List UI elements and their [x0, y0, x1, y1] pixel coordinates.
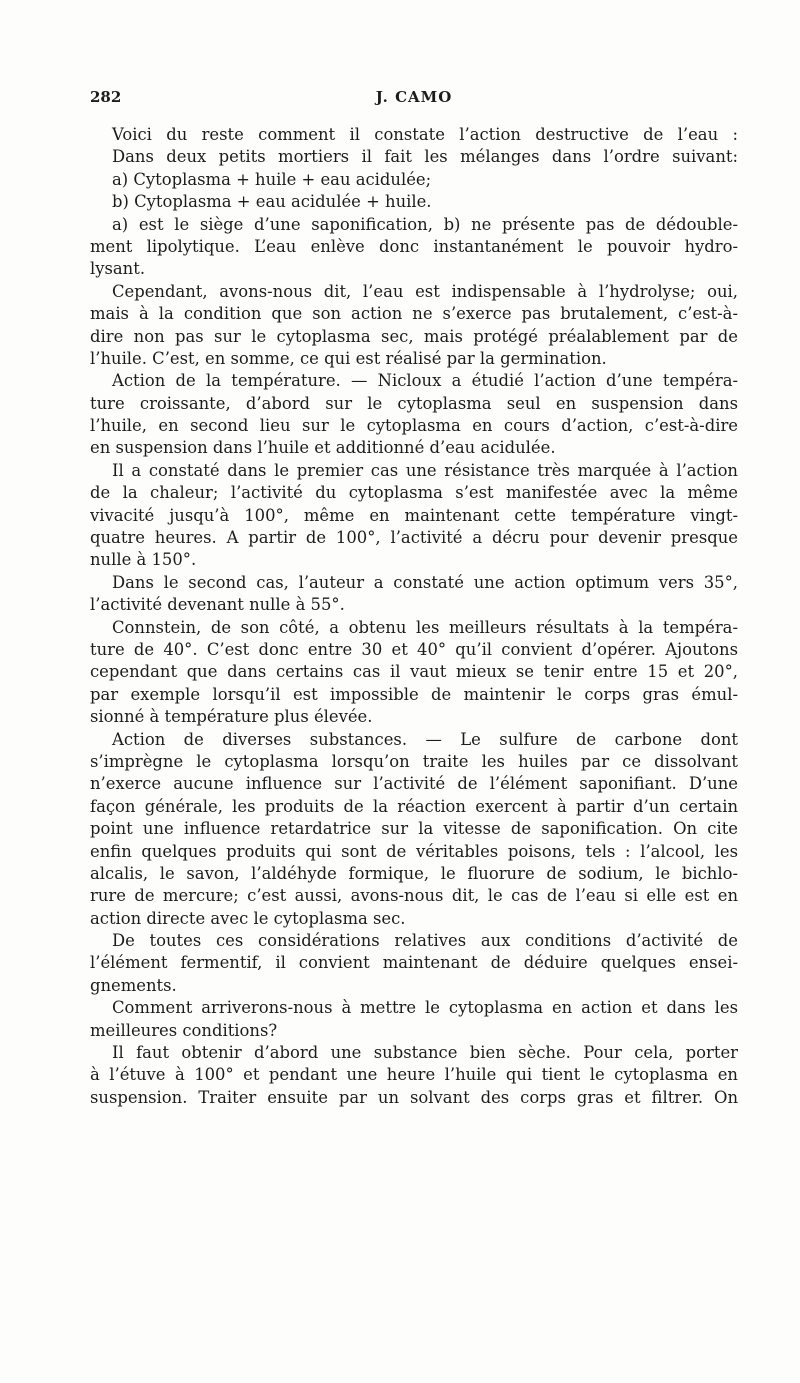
text-line: ture de 40°. C’est donc entre 30 et 40° qu’il convient d’opérer. Ajoutons: [90, 639, 738, 659]
text-line: s’imprègne le cytoplasma lorsqu’on traite les huiles par ce dissolvant: [90, 751, 738, 771]
text-line: meilleures conditions?: [90, 1020, 278, 1040]
text-line: action directe avec le cytoplasma sec.: [90, 908, 406, 928]
text-line: l’élément fermentif, il convient maintenant de déduire quelques ensei-: [90, 953, 738, 973]
text-line: Il faut obtenir d’abord une substance bien sèche. Pour cela, porter: [112, 1043, 738, 1063]
running-title: J. CAMO: [375, 88, 453, 106]
text-line: l’huile. C’est, en somme, ce qui est réalisé par la germination.: [90, 348, 607, 368]
text-line: quatre heures. A partir de 100°, l’activité a décru pour devenir presque: [90, 528, 738, 548]
text-line: suspension. Traiter ensuite par un solvant des corps gras et filtrer. On: [90, 1087, 738, 1107]
text-line: dire non pas sur le cytoplasma sec, mais protégé préalablement par de: [90, 326, 738, 346]
text-line: Action de diverses substances. — Le sulfure de carbone dont: [112, 729, 738, 749]
text-line: ture croissante, d’abord sur le cytoplasma seul en suspension dans: [90, 393, 738, 413]
text-line: Dans le second cas, l’auteur a constaté une action optimum vers 35°,: [112, 572, 738, 592]
text-line: Cependant, avons-nous dit, l’eau est indispensable à l’hydrolyse; oui,: [112, 281, 738, 301]
text-line: n’exerce aucune influence sur l’activité de l’élément saponifiant. D’une: [90, 774, 738, 794]
text-line: l’activité devenant nulle à 55°.: [90, 595, 345, 615]
text-line: Il a constaté dans le premier cas une résistance très marquée à l’action: [112, 460, 738, 480]
text-line: façon générale, les produits de la réaction exercent à partir d’un certain: [90, 796, 738, 816]
page-header: [90, 88, 738, 112]
text-line: De toutes ces considérations relatives aux conditions d’activité de: [112, 931, 738, 951]
text-line: à l’étuve à 100° et pendant une heure l’huile qui tient le cytoplasma en: [90, 1065, 738, 1085]
text-line: gnements.: [90, 975, 177, 995]
text-line: Action de la température. — Nicloux a étudié l’action d’une tempéra-: [112, 371, 738, 391]
text-line: par exemple lorsqu’il est impossible de maintenir le corps gras émul-: [90, 684, 738, 704]
text-line: a) Cytoplasma + huile + eau acidulée;: [112, 169, 432, 189]
text-line: l’huile, en second lieu sur le cytoplasma en cours d’action, c’est-à-dire: [90, 416, 738, 436]
text-line: Dans deux petits mortiers il fait les mélanges dans l’ordre suivant:: [112, 147, 738, 167]
text-line: en suspension dans l’huile et additionné d’eau acidulée.: [90, 438, 556, 458]
text-line: Comment arriverons-nous à mettre le cytoplasma en action et dans les: [112, 998, 738, 1018]
text-line: nulle à 150°.: [90, 550, 197, 570]
text-line: rure de mercure; c’est aussi, avons-nous dit, le cas de l’eau si elle est en: [90, 886, 738, 906]
text-line: cependant que dans certains cas il vaut mieux se tenir entre 15 et 20°,: [90, 662, 738, 682]
text-line: lysant.: [90, 259, 146, 279]
text-line: b) Cytoplasma + eau acidulée + huile.: [112, 192, 432, 212]
text-line: a) est le siège d’une saponification, b) ne présente pas de dédouble-: [112, 214, 738, 234]
text-line: sionné à température plus élevée.: [90, 707, 373, 727]
text-line: Voici du reste comment il constate l’action destructive de l’eau :: [112, 125, 738, 144]
page-number: 282: [90, 88, 122, 106]
text-line: ment lipolytique. L’eau enlève donc instantanément le pouvoir hydro-: [90, 236, 738, 256]
body-text: [90, 124, 738, 1109]
text-line: point une influence retardatrice sur la vitesse de saponification. On cite: [90, 819, 738, 839]
text-line: de la chaleur; l’activité du cytoplasma s’est manifestée avec la même: [90, 483, 738, 503]
text-line: alcalis, le savon, l’aldéhyde formique, le fluorure de sodium, le bichlo-: [90, 863, 738, 883]
text-line: Connstein, de son côté, a obtenu les meilleurs résultats à la tempéra-: [112, 617, 738, 637]
text-line: enfin quelques produits qui sont de véritables poisons, tels : l’alcool, les: [90, 841, 738, 861]
text-line: mais à la condition que son action ne s’exerce pas brutalement, c’est-à-: [90, 304, 738, 324]
text-line: vivacité jusqu’à 100°, même en maintenant cette température vingt-: [90, 505, 738, 525]
